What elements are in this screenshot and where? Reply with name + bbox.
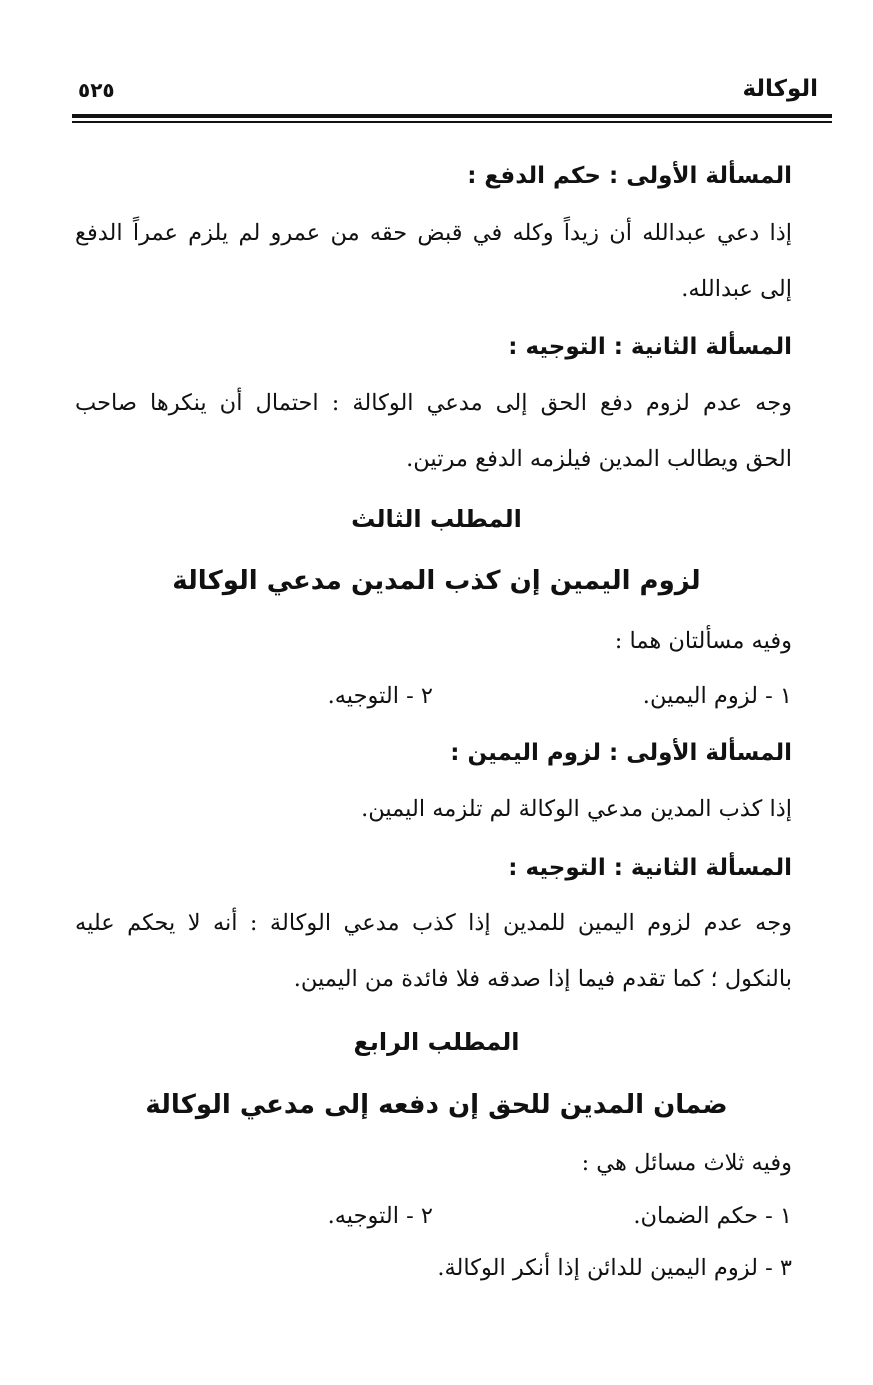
section-title: ضمان المدين للحق إن دفعه إلى مدعي الوكالة — [145, 1090, 728, 1120]
issue-heading: المسألة الثانية : التوجيه : — [508, 334, 792, 360]
paragraph-line: وجه عدم لزوم اليمين للمدين إذا كذب مدعي الوكالة : أنه لا يحكم عليه — [75, 910, 792, 936]
paragraph-line: إذا كذب المدين مدعي الوكالة لم تلزمه اليمين. — [361, 796, 792, 822]
list-item: ٢ - التوجيه. — [327, 1203, 433, 1229]
page-number: ٥٢٥ — [78, 78, 115, 102]
header-rule-thin — [72, 121, 832, 123]
list-item: ١ - حكم الضمان. — [633, 1203, 792, 1229]
header-rule-thick — [72, 114, 832, 118]
paragraph-line: إذا دعي عبدالله أن زيداً وكله في قبض حقه من عمرو لم يلزم عمراً الدفع — [75, 220, 792, 246]
list-intro: وفيه ثلاث مسائل هي : — [581, 1150, 792, 1176]
list-intro: وفيه مسألتان هما : — [614, 628, 792, 654]
paragraph-line: الحق ويطالب المدين فيلزمه الدفع مرتين. — [406, 446, 792, 472]
list-item: ١ - لزوم اليمين. — [642, 683, 792, 709]
issue-heading: المسألة الثانية : التوجيه : — [508, 855, 792, 881]
list-item: ٢ - التوجيه. — [327, 683, 433, 709]
section-heading: المطلب الرابع — [353, 1028, 520, 1056]
section-heading: المطلب الثالث — [351, 505, 522, 533]
issue-heading: المسألة الأولى : لزوم اليمين : — [450, 740, 792, 766]
list-item: ٣ - لزوم اليمين للدائن إذا أنكر الوكالة. — [437, 1255, 792, 1281]
paragraph-line: بالنكول ؛ كما تقدم فيما إذا صدقه فلا فائدة من اليمين. — [293, 966, 792, 992]
section-title: لزوم اليمين إن كذب المدين مدعي الوكالة — [172, 566, 701, 596]
paragraph-line: إلى عبدالله. — [681, 276, 792, 302]
paragraph-line: وجه عدم لزوم دفع الحق إلى مدعي الوكالة : احتمال أن ينكرها صاحب — [75, 390, 792, 416]
issue-heading: المسألة الأولى : حكم الدفع : — [467, 163, 792, 189]
running-title: الوكالة — [742, 76, 818, 102]
